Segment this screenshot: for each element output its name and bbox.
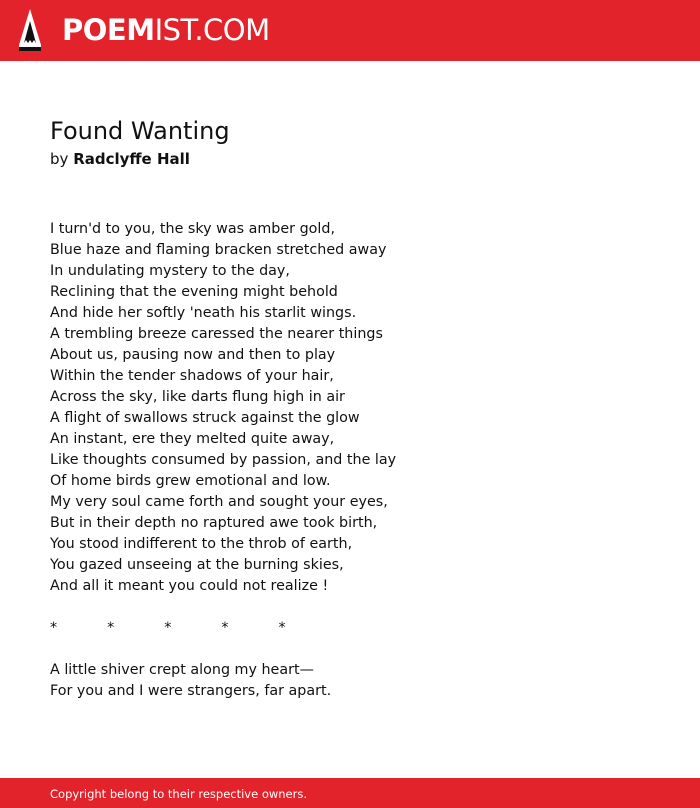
- logo-light-text: IST.COM: [154, 13, 270, 47]
- stanza-gap: [50, 597, 650, 618]
- poem-line: Reclining that the evening might behold: [50, 284, 338, 300]
- poem-line: My very soul came forth and sought your eyes,: [50, 494, 388, 510]
- poem-line: You gazed unseeing at the burning skies,: [50, 557, 344, 573]
- stanza-gap: [50, 639, 650, 660]
- by-label: by: [50, 150, 69, 168]
- poem-author: Radclyffe Hall: [73, 150, 190, 168]
- site-header: [0, 0, 700, 61]
- copyright-notice: Copyright belong to their respective owners.: [50, 787, 308, 801]
- poem-line: Like thoughts consumed by passion, and the lay: [50, 452, 397, 468]
- poem-line: About us, pausing now and then to play: [50, 347, 336, 363]
- poem-line: Of home birds grew emotional and low.: [50, 473, 331, 489]
- poem-byline: [50, 148, 190, 170]
- poem-line: A trembling breeze caressed the nearer things: [50, 326, 383, 342]
- poem-line: Blue haze and flaming bracken stretched away: [50, 242, 387, 258]
- site-logo[interactable]: [62, 12, 270, 48]
- poem-line: An instant, ere they melted quite away,: [50, 431, 335, 447]
- site-footer: [0, 778, 700, 808]
- poem-line: And all it meant you could not realize !: [50, 578, 329, 594]
- logo-bold-text: POEM: [62, 13, 155, 47]
- poem-line: But in their depth no raptured awe took birth,: [50, 515, 378, 531]
- poem-line: And hide her softly 'neath his starlit wings.: [50, 305, 357, 321]
- poem-line: Within the tender shadows of your hair,: [50, 368, 334, 384]
- poem-line: A flight of swallows struck against the glow: [50, 410, 360, 426]
- poem-line: Across the sky, like darts flung high in air: [50, 389, 345, 405]
- poem-body: [50, 219, 650, 702]
- poem-line: You stood indifferent to the throb of earth,: [50, 536, 353, 552]
- poem-line: For you and I were strangers, far apart.: [50, 683, 332, 699]
- pencil-logo-icon[interactable]: [17, 9, 43, 51]
- poem-line: I turn'd to you, the sky was amber gold,: [50, 221, 335, 237]
- poem-line: In undulating mystery to the day,: [50, 263, 290, 279]
- stanza-separator: * * * * *: [50, 620, 286, 636]
- poem-title: Found Wanting: [50, 117, 230, 145]
- poem-line: A little shiver crept along my heart—: [50, 662, 314, 678]
